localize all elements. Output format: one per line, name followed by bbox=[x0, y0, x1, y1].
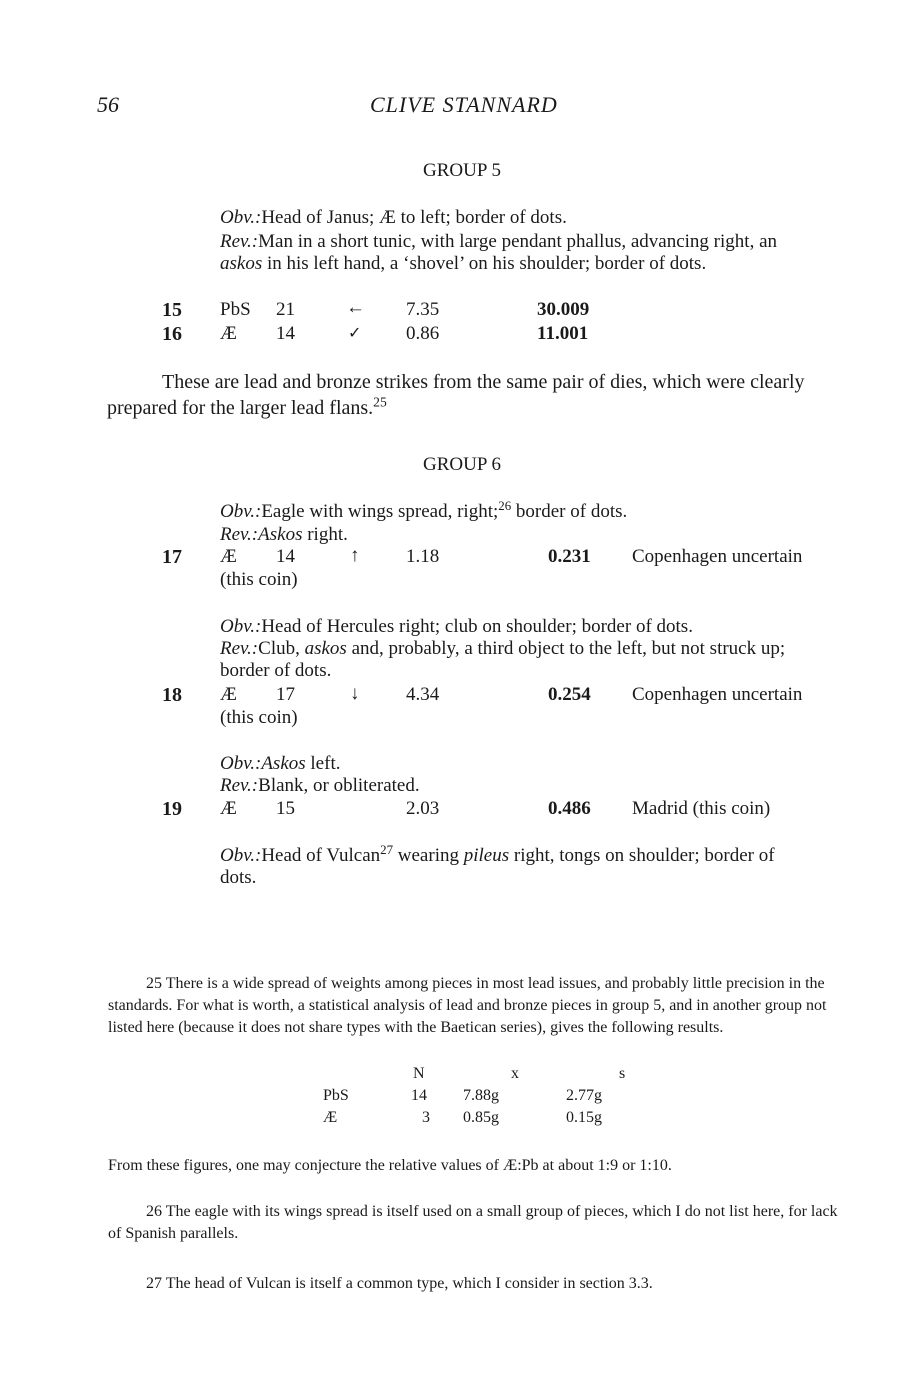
coin-weight: 1.18 bbox=[406, 546, 440, 567]
die-axis-tick-icon: ✓ bbox=[348, 325, 362, 342]
stats-metal: Æ bbox=[323, 1109, 338, 1126]
die-axis-down-icon: ↓ bbox=[350, 683, 360, 704]
obv-text: Head of Janus; Æ to left; border of dots. bbox=[261, 207, 567, 228]
rev-text: right. bbox=[302, 524, 348, 545]
footnote-26: 26 The eagle with its wings spread is itself used on a small group of pieces, which I do not list here, for lack of Spanish parallels. bbox=[108, 1203, 838, 1242]
coin-number: 15 bbox=[162, 299, 182, 321]
coin-size: 14 bbox=[276, 323, 295, 344]
coin-note: (this coin) bbox=[220, 569, 298, 590]
group6a-obverse bbox=[220, 497, 628, 523]
rev-label: Rev.: bbox=[220, 638, 259, 659]
coin-number: 16 bbox=[162, 323, 182, 345]
obv-label: Obv.: bbox=[220, 753, 262, 774]
coin-location: Madrid (this coin) bbox=[632, 798, 771, 819]
obv-text-2: border of dots. bbox=[511, 501, 628, 522]
obv-label: Obv.: bbox=[220, 207, 262, 228]
footnote-25: 25 There is a wide spread of weights among pieces in most lead issues, and probably little precision in the standards. For what is worth, a statistical analysis of lead and bronze pieces in group 5, and in another group not listed here (because it does not share types with the Baetican series), gives the following results. bbox=[108, 975, 827, 1036]
footnote-ref-25: 25 bbox=[373, 394, 387, 410]
obv-text: left. bbox=[305, 753, 341, 774]
coin-metal: Æ bbox=[220, 323, 237, 344]
group6a-reverse bbox=[220, 524, 348, 546]
stats-mean: 7.88g bbox=[463, 1087, 499, 1104]
stats-metal: PbS bbox=[323, 1087, 349, 1104]
rev-text: Blank, or obliterated. bbox=[258, 775, 420, 796]
stats-mean: 0.85g bbox=[463, 1109, 499, 1126]
rev-askos: Askos bbox=[258, 524, 303, 545]
coin-metal: PbS bbox=[220, 299, 251, 320]
group5-heading: GROUP 5 bbox=[423, 160, 501, 181]
coin-metal: Æ bbox=[220, 546, 237, 567]
stats-n: 14 bbox=[411, 1087, 427, 1104]
coin-metal: Æ bbox=[220, 798, 237, 819]
coin-reference: 30.009 bbox=[537, 299, 590, 320]
rev-askos: askos bbox=[220, 253, 263, 274]
group6b-reverse bbox=[220, 638, 800, 682]
die-axis-left-icon: ← bbox=[346, 297, 365, 318]
footnote-25-conclusion: From these figures, one may conjecture the relative values of Æ:Pb at about 1:9 or 1:10. bbox=[108, 1157, 672, 1174]
group6c-reverse bbox=[220, 775, 420, 797]
stats-header-n: N bbox=[413, 1065, 425, 1082]
coin-weight: 4.34 bbox=[406, 684, 440, 705]
coin-reference: 11.001 bbox=[537, 323, 589, 344]
stats-header-x: x bbox=[511, 1065, 519, 1082]
obv-text: Head of Hercules right; club on shoulder; border of dots. bbox=[261, 616, 693, 637]
coin-number: 18 bbox=[162, 684, 182, 706]
rev-text: Club, bbox=[258, 638, 305, 659]
footnote-ref-27: 27 bbox=[380, 841, 394, 857]
die-axis-up-icon: ↑ bbox=[350, 545, 360, 566]
coin-reference: 0.486 bbox=[548, 798, 591, 819]
coin-size: 15 bbox=[276, 798, 295, 819]
rev-text: Man in a short tunic, with large pendant phallus, advancing right, an bbox=[258, 231, 778, 252]
coin-size: 21 bbox=[276, 299, 295, 320]
coin-size: 17 bbox=[276, 684, 295, 705]
stats-sd: 0.15g bbox=[566, 1109, 602, 1126]
group5-reverse bbox=[220, 231, 820, 275]
stats-header-s: s bbox=[619, 1065, 626, 1082]
obv-pileus: pileus bbox=[463, 845, 510, 866]
footnote-ref-26: 26 bbox=[498, 497, 512, 513]
coin-location: Copenhagen uncertain bbox=[632, 684, 803, 705]
paragraph-text: These are lead and bronze strikes from the same pair of dies, which were clearly prepared for the larger lead flans. bbox=[107, 371, 805, 419]
obv-label: Obv.: bbox=[220, 845, 262, 866]
group5-obverse bbox=[220, 207, 567, 229]
coin-number: 17 bbox=[162, 546, 182, 568]
rev-label: Rev.: bbox=[220, 775, 259, 796]
group6d-obverse bbox=[220, 841, 810, 889]
coin-size: 14 bbox=[276, 546, 295, 567]
coin-weight: 0.86 bbox=[406, 323, 440, 344]
group6-heading: GROUP 6 bbox=[423, 454, 501, 475]
group6c-obverse bbox=[220, 753, 340, 775]
obv-text-3: right, tongs on shoulder; border of dots. bbox=[220, 845, 775, 888]
coin-reference: 0.254 bbox=[548, 684, 591, 705]
coin-weight: 7.35 bbox=[406, 299, 440, 320]
obv-text: Eagle with wings spread, right; bbox=[261, 501, 499, 522]
rev-label: Rev.: bbox=[220, 524, 259, 545]
footnote-27: 27 The head of Vulcan is itself a common type, which I consider in section 3.3. bbox=[146, 1275, 653, 1292]
running-title: CLIVE STANNARD bbox=[370, 92, 558, 117]
obv-text-2: wearing bbox=[393, 845, 464, 866]
rev-text-2: and, probably, a third object to the left, but not struck up; border of dots. bbox=[220, 638, 786, 681]
coin-weight: 2.03 bbox=[406, 798, 440, 819]
coin-reference: 0.231 bbox=[548, 546, 591, 567]
obv-label: Obv.: bbox=[220, 616, 262, 637]
group6b-obverse bbox=[220, 616, 693, 638]
coin-metal: Æ bbox=[220, 684, 237, 705]
obv-label: Obv.: bbox=[220, 501, 262, 522]
rev-label: Rev.: bbox=[220, 231, 259, 252]
coin-location: Copenhagen uncertain bbox=[632, 546, 803, 567]
coin-number: 19 bbox=[162, 798, 182, 820]
stats-n: 3 bbox=[422, 1109, 430, 1126]
rev-text-2: in his left hand, a ‘shovel’ on his shoulder; border of dots. bbox=[262, 253, 707, 274]
rev-askos: askos bbox=[304, 638, 347, 659]
body-paragraph bbox=[107, 369, 842, 421]
coin-note: (this coin) bbox=[220, 707, 298, 728]
page-number: 56 bbox=[97, 92, 119, 117]
stats-sd: 2.77g bbox=[566, 1087, 602, 1104]
obv-askos: Askos bbox=[261, 753, 306, 774]
obv-text: Head of Vulcan bbox=[261, 845, 381, 866]
